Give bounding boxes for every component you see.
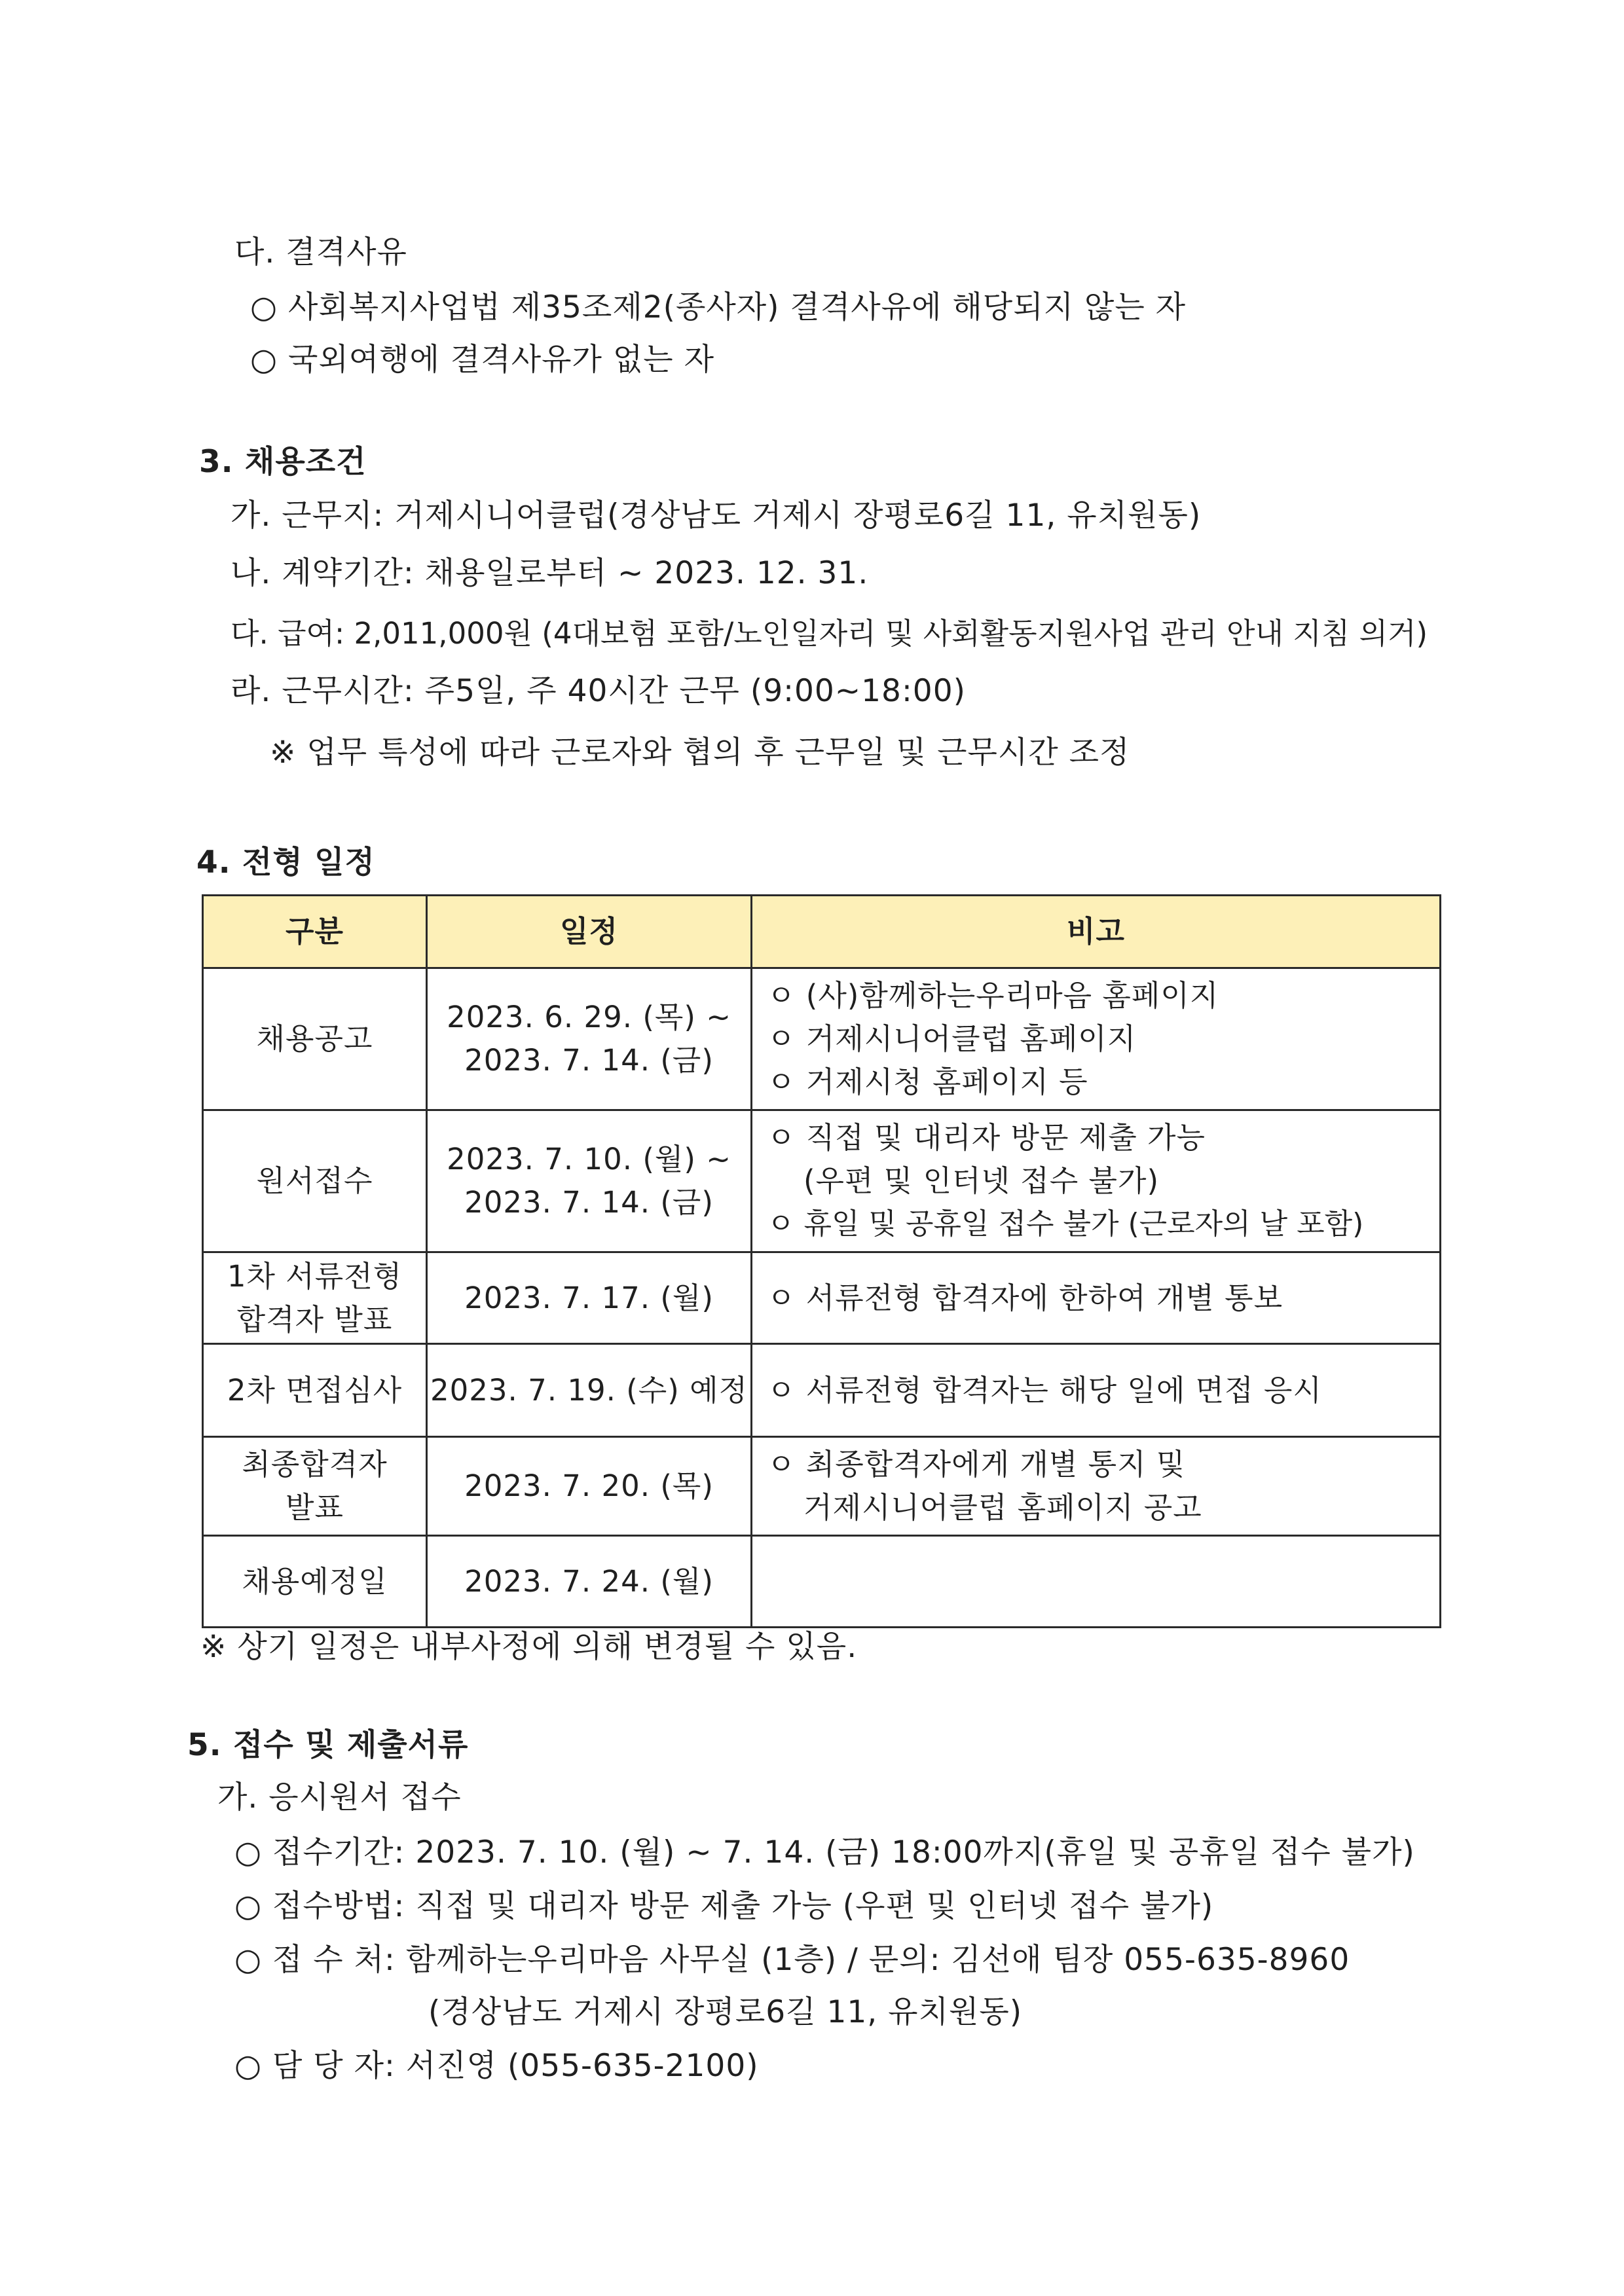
row-category: 원서접수 [203,1110,427,1252]
table-row [203,968,1441,1110]
row-category: 최종합격자 발표 [203,1437,427,1536]
schedule-footnote: ※ 상기 일정은 내부사정에 의해 변경될 수 있음. [200,1629,858,1665]
row-notes: ㅇ 최종합격자에게 개별 통지 및 거제시니어클럽 홈페이지 공고 [752,1437,1441,1536]
section-4-title: 4. 전형 일정 [196,845,375,881]
row-notes: ㅇ 서류전형 합격자는 해당 일에 면접 응시 [752,1344,1441,1437]
header-notes: 비고 [752,896,1441,968]
application-period: ○ 접수기간: 2023. 7. 10. (월) ~ 7. 14. (금) 18:00까지(휴일 및 공휴일 접수 불가) [234,1834,1415,1870]
application-subheading: 가. 응시원서 접수 [217,1779,462,1815]
row-date: 2023. 7. 20. (목) [427,1437,752,1536]
schedule-table [202,894,1441,1628]
disqualification-item-2: ○ 국외여행에 결격사유가 없는 자 [250,342,714,378]
application-method: ○ 접수방법: 직접 및 대리자 방문 제출 가능 (우편 및 인터넷 접수 불가) [234,1888,1214,1924]
table-row [203,1344,1441,1437]
header-category: 구분 [203,896,427,968]
table-row [203,1110,1441,1252]
row-notes [752,1536,1441,1628]
working-hours-note: ※ 업무 특성에 따라 근로자와 협의 후 근무일 및 근무시간 조정 [270,735,1130,771]
table-row [203,1536,1441,1628]
row-notes: ㅇ (사)함께하는우리마음 홈페이지 ㅇ 거제시니어클럽 홈페이지 ㅇ 거제시청 홈페이지 등 [752,968,1441,1110]
row-category: 채용공고 [203,968,427,1110]
row-date: 2023. 7. 10. (월) ~ 2023. 7. 14. (금) [427,1110,752,1252]
row-notes: ㅇ 직접 및 대리자 방문 제출 가능 (우편 및 인터넷 접수 불가) ㅇ 휴일 및 공휴일 접수 불가 (근로자의 날 포함) [752,1110,1441,1252]
row-date: 2023. 6. 29. (목) ~ 2023. 7. 14. (금) [427,968,752,1110]
section-3-title: 3. 채용조건 [199,444,367,480]
row-category: 2차 면접심사 [203,1344,427,1437]
row-category: 채용예정일 [203,1536,427,1628]
row-date: 2023. 7. 17. (월) [427,1252,752,1344]
work-location: 가. 근무지: 거제시니어클럽(경상남도 거제시 장평로6길 11, 유치원동) [231,498,1202,534]
application-place: ○ 접 수 처: 함께하는우리마음 사무실 (1층) / 문의: 김선애 팀장 055-635-8960 [234,1942,1350,1978]
table-row [203,1252,1441,1344]
header-date: 일정 [427,896,752,968]
row-date: 2023. 7. 24. (월) [427,1536,752,1628]
schedule-header-row [203,896,1441,968]
table-row [203,1437,1441,1536]
disqualification-heading: 다. 결격사유 [234,234,407,270]
section-5-title: 5. 접수 및 제출서류 [187,1727,469,1763]
row-date: 2023. 7. 19. (수) 예정 [427,1344,752,1437]
contract-period: 나. 계약기간: 채용일로부터 ~ 2023. 12. 31. [231,555,869,591]
salary: 다. 급여: 2,011,000원 (4대보험 포함/노인일자리 및 사회활동지원사업 관리 안내 지침 의거) [231,616,1428,651]
contact-person: ○ 담 당 자: 서진영 (055-635-2100) [234,2048,759,2084]
row-notes: ㅇ 서류전형 합격자에 한하여 개별 통보 [752,1252,1441,1344]
row-category: 1차 서류전형 합격자 발표 [203,1252,427,1344]
working-hours: 라. 근무시간: 주5일, 주 40시간 근무 (9:00~18:00) [231,673,966,709]
disqualification-item-1: ○ 사회복지사업법 제35조제2(종사자) 결격사유에 해당되지 않는 자 [250,289,1187,325]
application-address: (경상남도 거제시 장평로6길 11, 유치원동) [428,1994,1023,2030]
